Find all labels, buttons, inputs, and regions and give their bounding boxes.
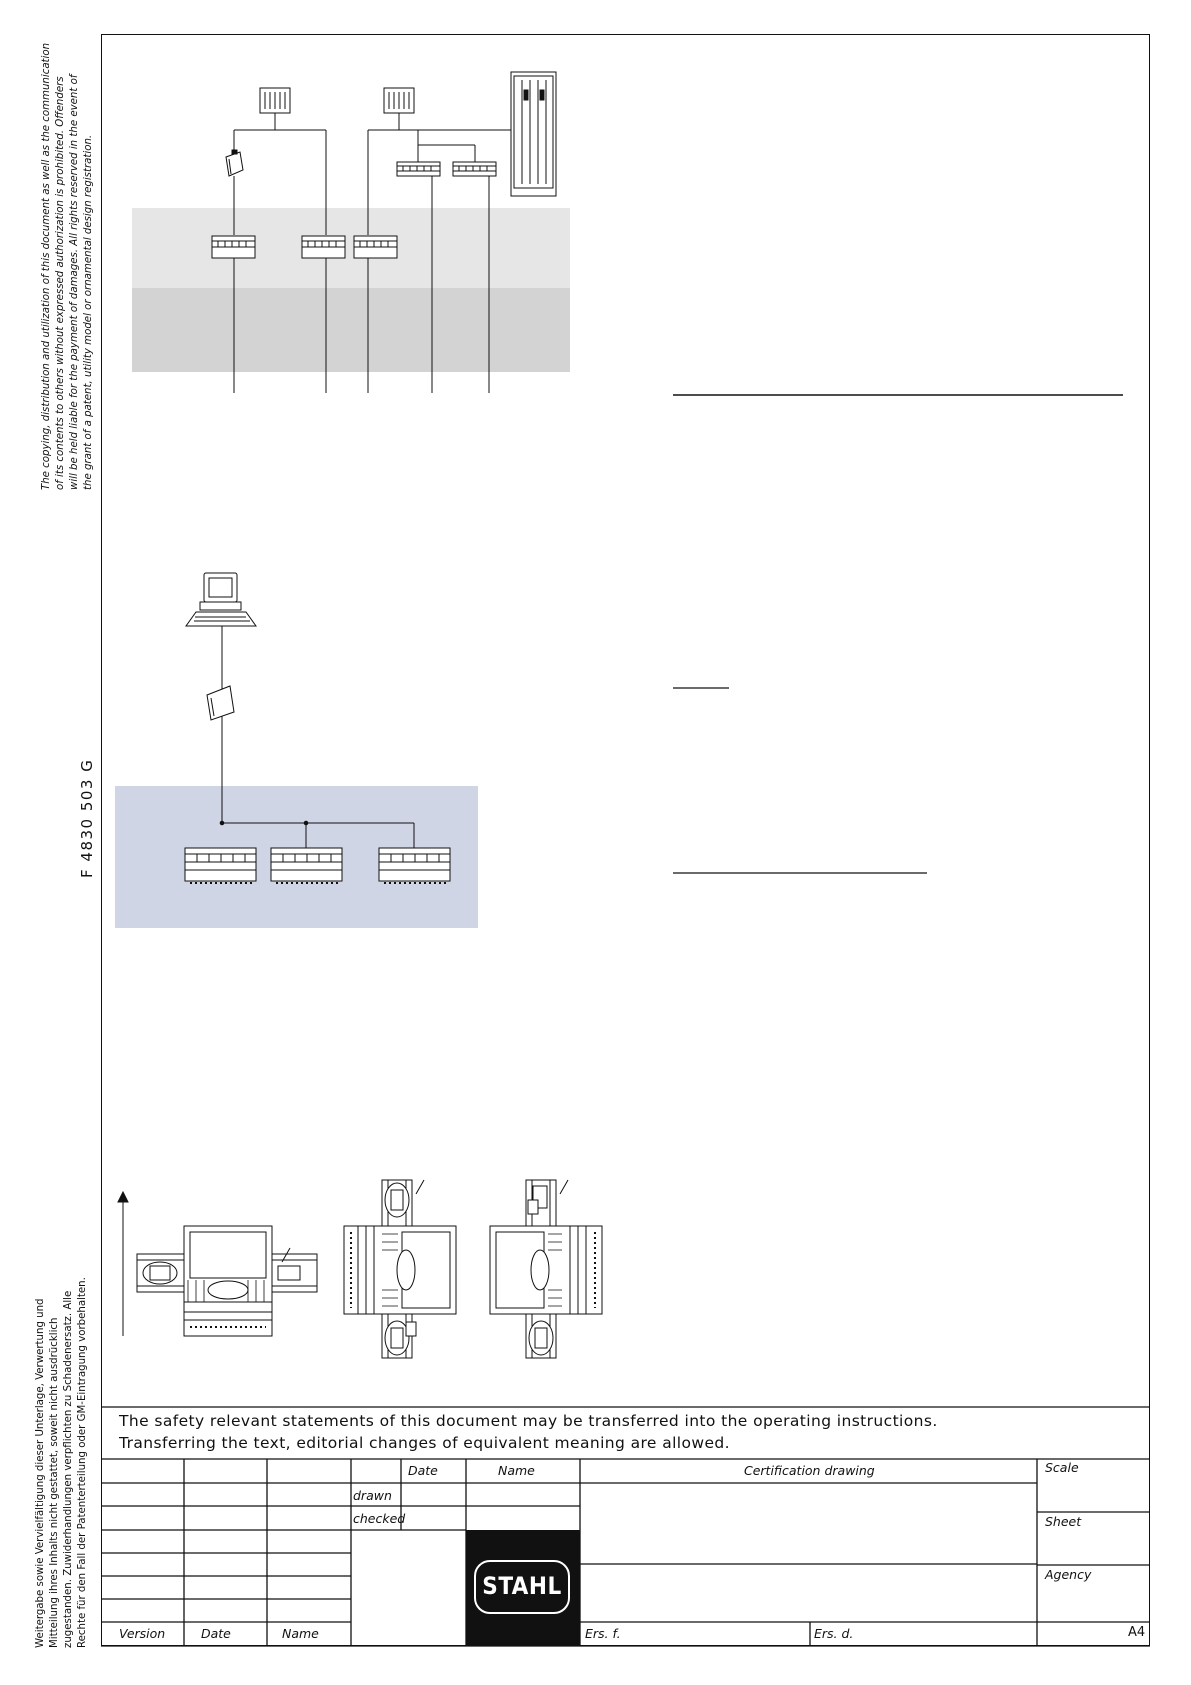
copyright-line: will be held liable for the payment of damages. All rights reserved in the event of bbox=[69, 74, 80, 490]
scale-label: Scale bbox=[1045, 1460, 1079, 1475]
copyright-line: zugestanden. Zuwiderhandlungen verpflichten zu Schadenersatz. Alle bbox=[63, 1290, 74, 1648]
module-vertical-view bbox=[344, 1180, 456, 1358]
revision-date-label: Date bbox=[201, 1626, 231, 1641]
io-module-icon bbox=[302, 236, 345, 258]
io-module-large-icon bbox=[271, 848, 342, 883]
module-vertical-view-rotated bbox=[490, 1180, 602, 1358]
copyright-line: Mitteilung ihres Inhalts nicht gestattet, soweit nicht ausdrücklich bbox=[49, 1317, 60, 1648]
io-module-icon bbox=[354, 236, 397, 258]
checked-label: checked bbox=[353, 1511, 406, 1526]
module-horizontal-view bbox=[137, 1226, 317, 1336]
up-arrow-icon bbox=[118, 1192, 128, 1336]
copyright-line: The copying, distribution and utilization of this document as well as the communication bbox=[41, 42, 52, 490]
header-name-label: Name bbox=[498, 1463, 535, 1478]
io-module-icon bbox=[212, 236, 255, 258]
io-module-icon bbox=[453, 162, 496, 176]
interface-converter-icon bbox=[207, 686, 234, 720]
document-number-text: F 4830 503 G bbox=[78, 758, 96, 878]
logo-text: STAHL bbox=[482, 1572, 562, 1600]
sheet-label: Sheet bbox=[1045, 1514, 1082, 1529]
header-date-label: Date bbox=[408, 1463, 438, 1478]
zone-lower bbox=[132, 288, 570, 372]
io-module-large-icon bbox=[185, 848, 256, 883]
safety-statement-line1: The safety relevant statements of this document may be transferred into the operating instructions. bbox=[119, 1412, 938, 1430]
copyright-line: of its contents to others without expressed authorization is prohibited. Offenders bbox=[55, 76, 66, 490]
zone-upper bbox=[132, 208, 570, 288]
io-module-icon bbox=[397, 162, 440, 176]
revision-name-label: Name bbox=[282, 1626, 319, 1641]
controller-icon bbox=[384, 88, 414, 113]
control-cabinet-icon bbox=[511, 72, 556, 196]
copyright-line: the grant of a patent, utility model or ornamental design registration. bbox=[83, 134, 94, 490]
drawn-label: drawn bbox=[353, 1488, 392, 1503]
replaces-label: Ers. f. bbox=[585, 1626, 621, 1641]
stahl-logo bbox=[474, 1560, 572, 1616]
computer-icon bbox=[186, 573, 256, 626]
copyright-line: Weitergabe sowie Vervielfältigung dieser Unterlage, Verwertung und bbox=[35, 1298, 46, 1648]
drawing-type-label: Certification drawing bbox=[744, 1463, 875, 1478]
copyright-line: Rechte für den Fall der Patenterteilung oder GM-Eintragung vorbehalten. bbox=[77, 1277, 88, 1648]
agency-label: Agency bbox=[1045, 1567, 1092, 1582]
controller-icon bbox=[260, 88, 290, 113]
isolator-icon bbox=[226, 150, 243, 176]
version-label: Version bbox=[119, 1626, 166, 1641]
format-label: A4 bbox=[1128, 1625, 1146, 1640]
safety-statement-line2: Transferring the text, editorial changes of equivalent meaning are allowed. bbox=[119, 1434, 730, 1452]
replaced-by-label: Ers. d. bbox=[814, 1626, 854, 1641]
io-module-large-icon bbox=[379, 848, 450, 883]
